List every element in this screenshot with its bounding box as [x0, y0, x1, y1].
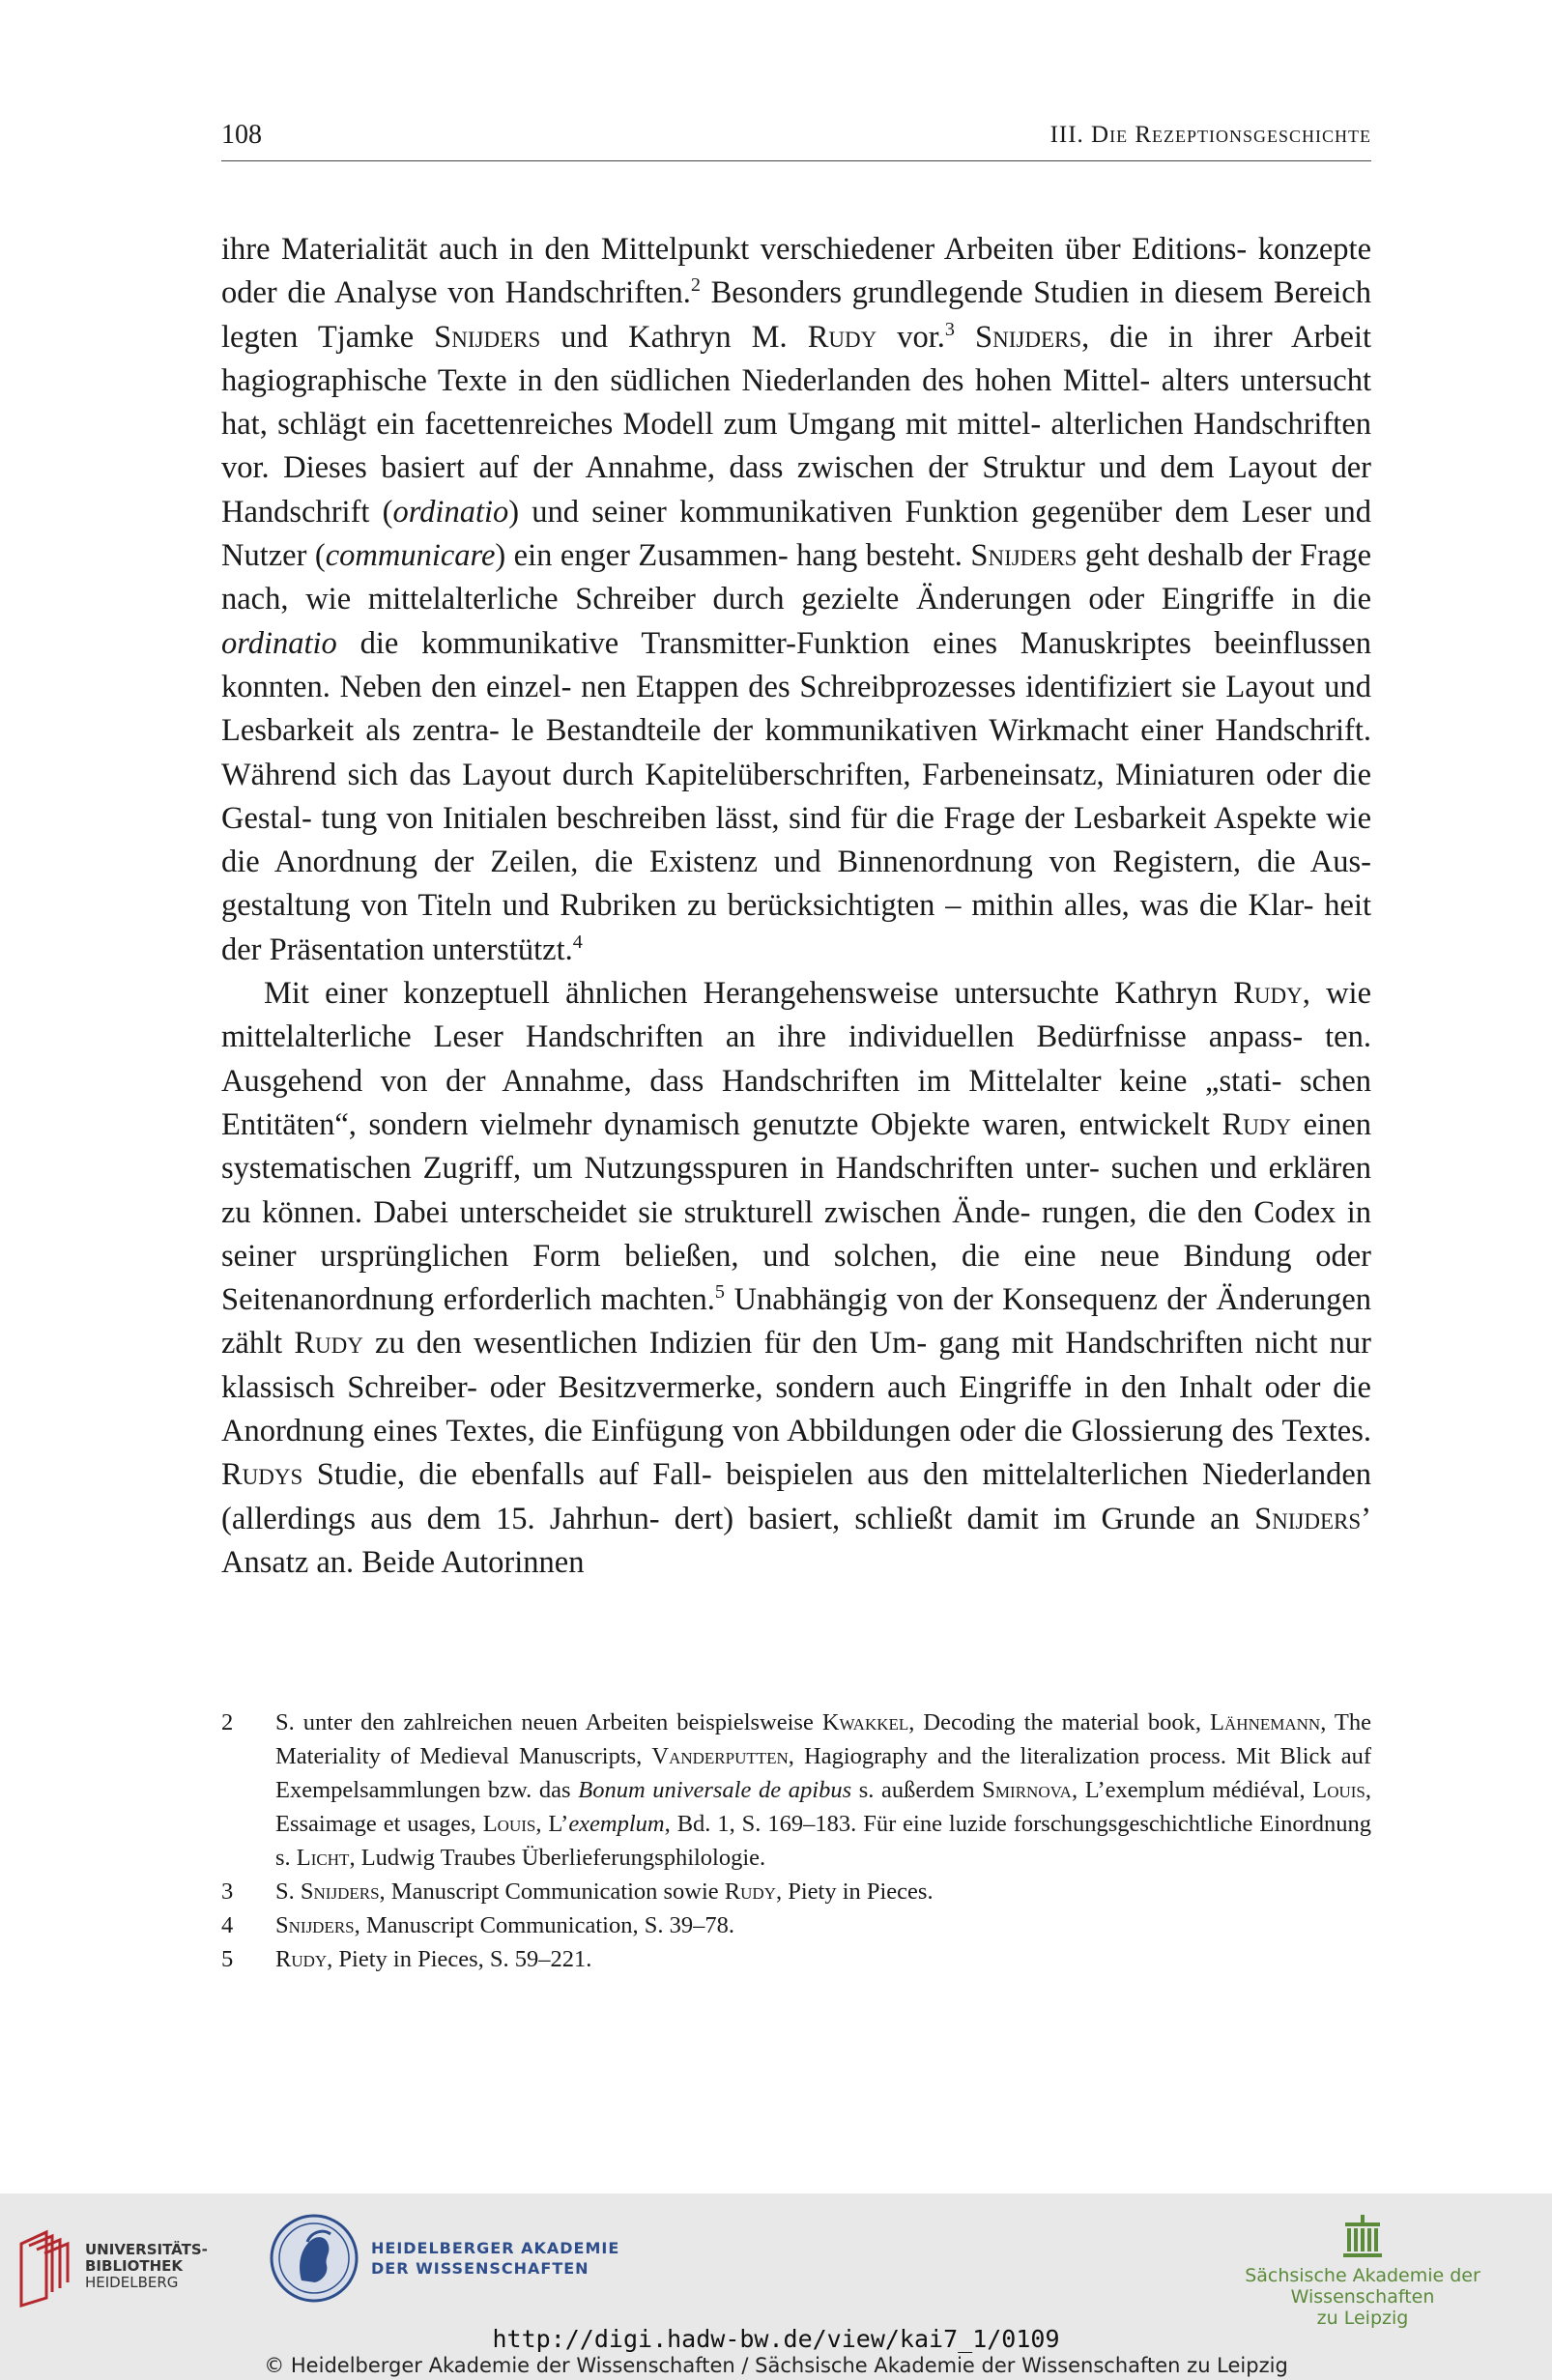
- text-line: heit der Präsentation unterstützt.: [221, 888, 1372, 967]
- author-name: Rudy: [294, 1326, 363, 1362]
- latin-term: ordinatio: [392, 494, 509, 530]
- author-name: Smirnova: [982, 1777, 1072, 1803]
- footnote-text: [275, 1706, 1371, 1875]
- text: , Decoding the material book,: [908, 1709, 1211, 1735]
- author-name: Rudy: [275, 1946, 328, 1972]
- footnote-text: [275, 1908, 1371, 1942]
- footnote-number: 4: [221, 1912, 234, 1938]
- minerva-seal-icon: [269, 2213, 359, 2304]
- saw-line: Sächsische Akademie der Wissenschaften: [1245, 2265, 1480, 2308]
- ub-heidelberg-label: [85, 2242, 208, 2291]
- author-name: Snijders: [970, 538, 1078, 574]
- text-line: beispielen aus den mittelalterlichen Niederlanden (allerdings aus dem 15. Jahrhun-: [221, 1457, 1372, 1536]
- text-line: Mit einer konzeptuell ähnlichen Herangehensweise untersuchte Kathryn: [264, 976, 1234, 1012]
- permalink[interactable]: http://digi.hadw-bw.de/view/kai7_1/0109: [492, 2325, 1060, 2353]
- text-line: die Anordnung der Zeilen, die Existenz und Binnenordnung von Registern, die Aus-: [221, 845, 1371, 880]
- text-line: diesem Bereich legten Tjamke: [221, 275, 1371, 355]
- ub-line: HEIDELBERG: [85, 2273, 179, 2291]
- author-name: Snijders: [434, 319, 541, 355]
- author-name: Snijders: [1254, 1501, 1362, 1536]
- author-name: Rudys: [221, 1457, 303, 1493]
- footnote-text: [275, 1942, 1371, 1976]
- text-line: ) und seiner kommunikativen: [508, 494, 893, 530]
- text-line: gang mit Handschriften nicht nur klassisch Schreiber- oder Besitzvermerke, sondern: [221, 1326, 1372, 1405]
- copyright-notice: © Heidelberger Akademie der Wissenschaften / Sächsische Akademie der Wissenschaften zu Leipzig: [264, 2354, 1288, 2377]
- text-line: einen systematischen Zugriff, um Nutzungsspuren in Handschriften unter-: [221, 1106, 1371, 1187]
- ub-line: UNIVERSITÄTS-: [85, 2240, 208, 2258]
- text-line: die kommunikative: [336, 625, 619, 661]
- author-name: Louis: [1312, 1777, 1365, 1803]
- footnote-5: [221, 1942, 1371, 1976]
- author-name: Louis: [482, 1811, 536, 1837]
- text: S.: [275, 1878, 301, 1905]
- author-name: Rudy: [807, 319, 877, 355]
- text-line: Funktion gegenüber dem Leser und Nutzer (: [221, 494, 1372, 574]
- footnote-number: 2: [221, 1709, 234, 1735]
- text-line: , die in: [1081, 319, 1193, 355]
- text-line: Studie, die ebenfalls auf Fall-: [302, 1457, 712, 1493]
- text-line: Unabhängig von der: [724, 1282, 993, 1318]
- text: S. unter den zahlreichen neuen Arbeiten beispielsweise: [275, 1709, 822, 1735]
- page-number: 108: [221, 120, 262, 150]
- text-line: suchen und erklären zu können. Dabei unterscheidet sie strukturell zwischen Ände-: [221, 1151, 1372, 1230]
- latin-title: Bonum universale de apibus: [578, 1777, 852, 1803]
- text-line: konzepte oder die Analyse von Handschriften.: [221, 232, 1372, 311]
- hadw-label: [371, 2238, 619, 2279]
- main-text: [221, 228, 1371, 1585]
- author-name: Rudy: [1233, 976, 1303, 1012]
- author-name: Rudy: [724, 1878, 776, 1905]
- text-line: wie mittelalterliche Leser Handschriften an ihre individuellen Bedürfnisse anpass-: [221, 976, 1371, 1055]
- latin-term: communicare: [325, 538, 496, 574]
- text-line: neue Bindung oder Seitenanordnung erforderlich machten.: [221, 1238, 1371, 1318]
- text-line: vor.: [877, 319, 945, 355]
- text-line: rungen, die den Codex in seiner ursprünglichen Form beließen, und solchen, die eine: [221, 1194, 1371, 1274]
- text: , The Materiality of Medieval Manuscripts,: [275, 1709, 1371, 1769]
- text-line: Abbildungen oder die Glossierung des Textes.: [787, 1414, 1371, 1449]
- text-line: und Kathryn M.: [540, 319, 808, 355]
- text-line: zu den wesentlichen Indizien für den Um-: [362, 1326, 928, 1362]
- author-name: Kwakkel: [821, 1709, 909, 1735]
- text: , Manuscript Communication, S. 39–78.: [354, 1912, 734, 1938]
- hadw-logo[interactable]: [269, 2213, 619, 2304]
- text: , Bd. 1, S. 169–183. Für eine luzide forschungsgeschichtliche Einordnung s.: [275, 1811, 1371, 1871]
- text-line: auch Eingriffe in den Inhalt oder die Anordnung eines Textes, die Einfügung von: [221, 1369, 1371, 1449]
- text-line: dert) basiert, schließt damit im Grunde an: [674, 1501, 1255, 1536]
- latin-title: exemplum: [568, 1811, 665, 1837]
- footnote-number: 3: [221, 1878, 234, 1905]
- running-head: III. Die Rezeptionsgeschichte: [1049, 122, 1371, 148]
- footnote-4: [221, 1908, 1371, 1942]
- ub-heidelberg-icon: [17, 2224, 77, 2308]
- author-name: Snijders: [300, 1878, 380, 1905]
- text-line: le Bestandteile der kommunikativen Wirkmacht einer Handschrift. Während sich: [221, 713, 1372, 792]
- text: , Manuscript Communication sowie: [379, 1878, 725, 1905]
- text-line: ,: [1302, 976, 1310, 1012]
- text: , L’exemplum médiéval,: [1071, 1777, 1313, 1803]
- text-line: ihrer Arbeit hagiographische Texte in den südlichen Niederlanden des hohen Mittel-: [221, 319, 1372, 398]
- saw-line: zu Leipzig: [1316, 2308, 1409, 2329]
- footnote-text: [275, 1875, 1371, 1908]
- text-line: Struktur und dem Layout der Handschrift (: [221, 450, 1372, 530]
- latin-term: ordinatio: [221, 625, 337, 661]
- text-line: ’ Ansatz an. Beide Autorinnen: [221, 1501, 1371, 1580]
- text-line: tung von Initialen beschreiben lässt, sind für die Frage der Lesbarkeit Aspekte wie: [321, 800, 1371, 836]
- footnote-3: [221, 1875, 1371, 1908]
- author-name: Lähnemann: [1210, 1709, 1321, 1735]
- footnote-2: [221, 1706, 1371, 1875]
- text-line: alterlichen Handschriften vor. Dieses basiert auf der Annahme, dass zwischen der: [221, 407, 1371, 486]
- text-line: schen Entitäten“, sondern vielmehr dynamisch genutzte Objekte waren, entwickelt: [221, 1063, 1371, 1142]
- ub-heidelberg-logo[interactable]: [17, 2224, 208, 2308]
- footnote-ref-2[interactable]: 2: [690, 274, 701, 297]
- saw-leipzig-logo[interactable]: [1198, 2215, 1527, 2329]
- text-line: Konsequenz der Änderungen zählt: [221, 1282, 1371, 1362]
- text-line: durch gezielte Änderungen oder Eingriffe in die: [712, 582, 1372, 617]
- text-line: hang besteht.: [796, 538, 971, 574]
- text-line: geht deshalb der Frage nach, wie mittelalterliche Schreiber: [221, 538, 1372, 617]
- text: , L’: [535, 1811, 569, 1837]
- author-name: Snijders: [955, 319, 1082, 355]
- text-line: gestaltung von Titeln und Rubriken zu berücksichtigten – mithin alles, was die Klar-: [221, 888, 1314, 924]
- hadw-line: DER WISSENSCHAFTEN: [371, 2259, 589, 2278]
- text: , Ludwig Traubes Überlieferungsphilologie.: [349, 1845, 766, 1871]
- text: , Piety in Pieces.: [775, 1878, 934, 1905]
- text: s. außerdem: [851, 1777, 983, 1803]
- text-line: alters untersucht hat, schlägt ein facettenreiches Modell zum Umgang mit mittel-: [221, 362, 1371, 443]
- footnote-ref-3[interactable]: 3: [944, 318, 955, 340]
- saw-building-icon: [1343, 2215, 1382, 2257]
- author-name: Licht: [296, 1845, 350, 1871]
- paragraph-2: [221, 972, 1371, 1585]
- text: , Essaimage et usages,: [275, 1777, 1372, 1837]
- text-line: ihre Materialität auch in den Mittelpunkt verschiedener Arbeiten über Editions-: [221, 232, 1248, 267]
- text-line: Besonders grundlegende Studien in: [700, 275, 1164, 311]
- running-header: [221, 118, 1371, 161]
- text-line: ) ein enger Zusammen-: [495, 538, 789, 574]
- text-line: Transmitter-Funktion eines Manuskriptes beeinflussen konnten. Neben den einzel-: [221, 625, 1371, 704]
- ub-line: BIBLIOTHEK: [85, 2256, 183, 2275]
- paragraph-1: [221, 228, 1371, 972]
- digitization-footer: [0, 2194, 1552, 2380]
- text: , Piety in Pieces, S. 59–221.: [327, 1946, 592, 1972]
- text-line: nen Etappen des Schreibprozesses identifiziert sie Layout und Lesbarkeit als zentra-: [221, 669, 1372, 749]
- text-line: ten. Ausgehend von der Annahme, dass Handschriften im Mittelalter keine „stati-: [221, 1019, 1371, 1099]
- author-name: Snijders: [275, 1912, 355, 1938]
- author-name: Rudy: [1221, 1106, 1292, 1142]
- footnote-number: 5: [221, 1946, 234, 1972]
- hadw-line: HEIDELBERGER AKADEMIE: [371, 2239, 620, 2257]
- footnotes: [221, 1706, 1371, 1976]
- text-line: das Layout durch Kapitelüberschriften, Farbeneinsatz, Miniaturen oder die Gestal-: [221, 757, 1372, 836]
- footnote-ref-4[interactable]: 4: [572, 931, 583, 953]
- text: , Hagiography and the literalization process. Mit Blick auf Exempelsammlungen bzw. das: [275, 1743, 1371, 1803]
- author-name: Vanderputten: [651, 1743, 789, 1769]
- footnote-ref-5[interactable]: 5: [714, 1281, 725, 1304]
